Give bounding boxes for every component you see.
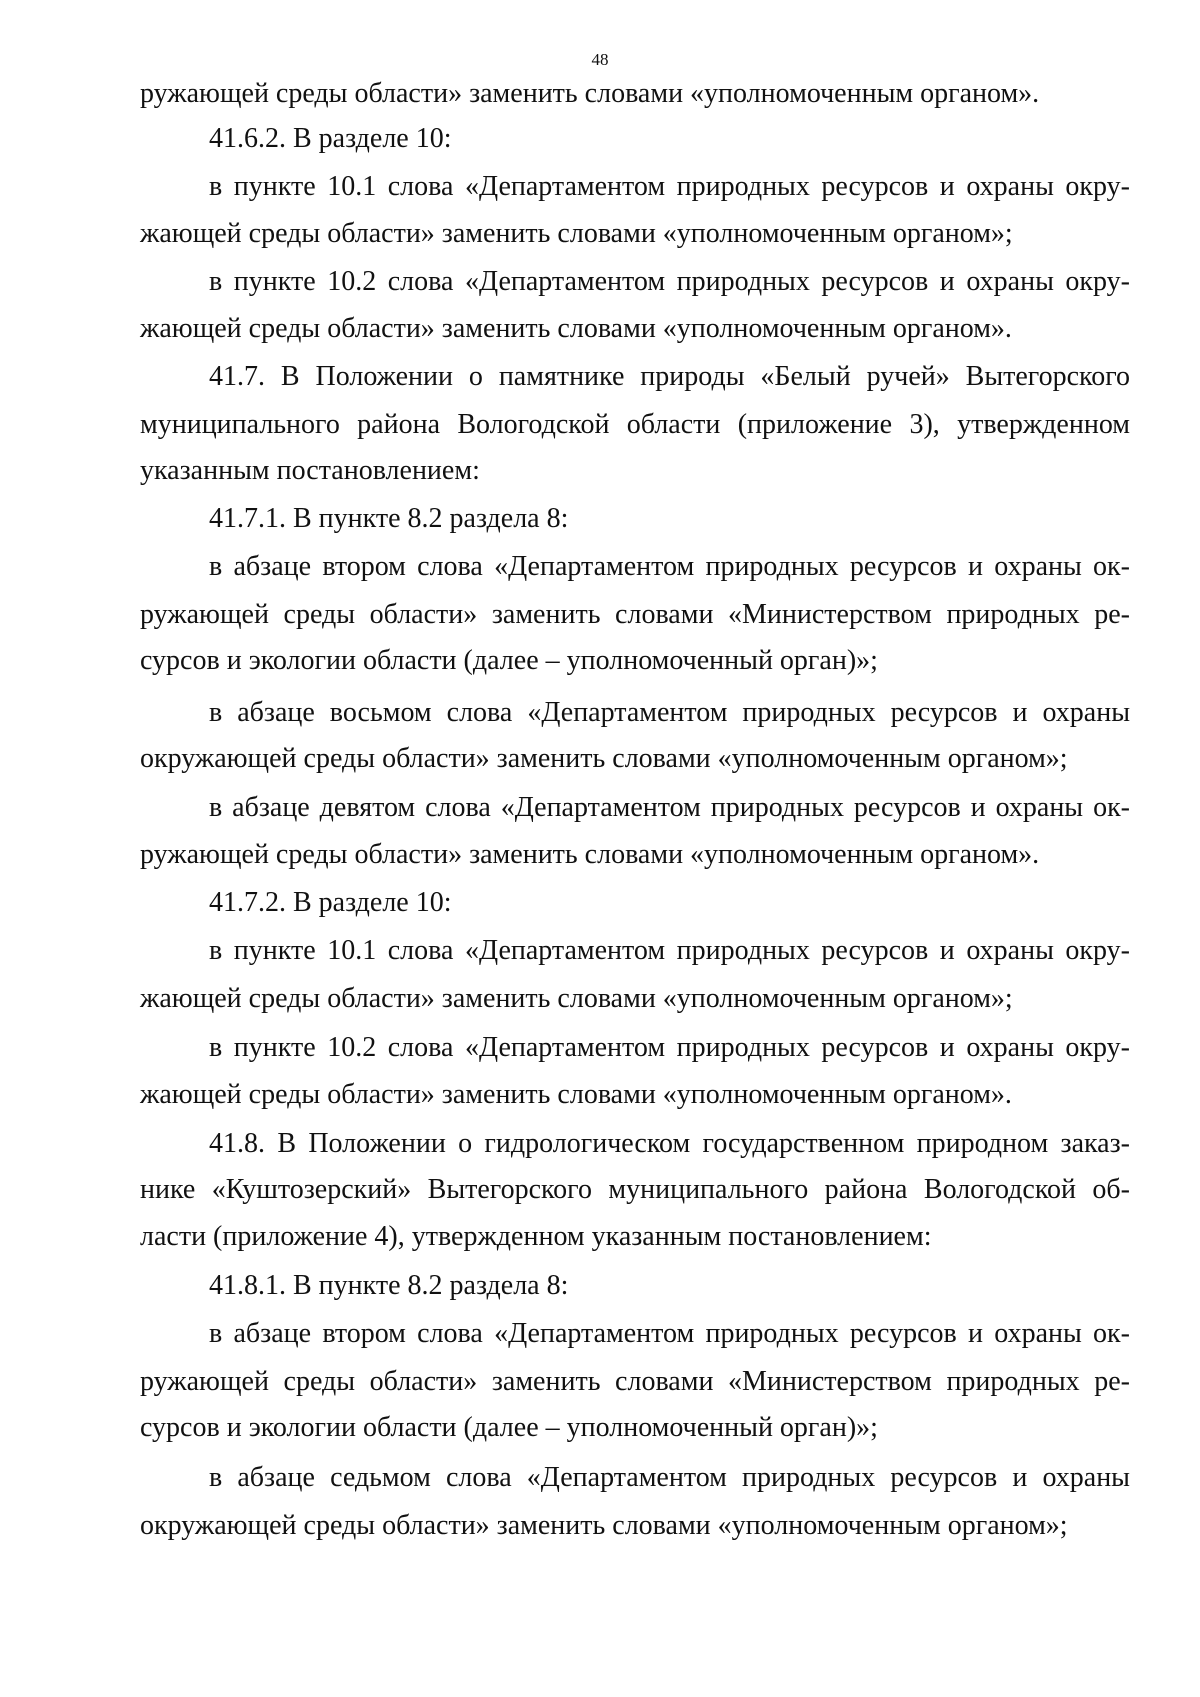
text-line: в пункте 10.1 слова «Департаментом природных ресурсов и охраны окру-: [209, 171, 1130, 202]
section-heading: 41.7.1. В пункте 8.2 раздела 8:: [209, 503, 569, 534]
section-heading: 41.8.1. В пункте 8.2 раздела 8:: [209, 1270, 569, 1301]
section-heading: 41.7. В Положении о памятнике природы «Белый ручей» Вытегорского: [209, 361, 1130, 392]
text-line: ружающей среды области» заменить словами «уполномоченным органом».: [140, 839, 1040, 870]
text-line: указанным постановлением:: [140, 455, 480, 486]
text-line: сурсов и экологии области (далее – уполномоченный орган)»;: [140, 1412, 878, 1443]
text-line: ласти (приложение 4), утвержденном указанным постановлением:: [140, 1221, 932, 1252]
section-heading: 41.8. В Положении о гидрологическом государственном природном заказ-: [209, 1128, 1130, 1159]
section-heading: 41.7.2. В разделе 10:: [209, 887, 452, 918]
text-line: в абзаце восьмом слова «Департаментом природных ресурсов и охраны: [209, 697, 1130, 728]
text-line: в абзаце седьмом слова «Департаментом природных ресурсов и охраны: [209, 1462, 1130, 1493]
text-line: сурсов и экологии области (далее – уполномоченный орган)»;: [140, 645, 878, 676]
text-line: ружающей среды области» заменить словами «Министерством природных ре-: [140, 599, 1130, 630]
text-line: ружающей среды области» заменить словами «Министерством природных ре-: [140, 1366, 1130, 1397]
text-line: муниципального района Вологодской области (приложение 3), утвержденном: [140, 409, 1130, 440]
text-line: в абзаце девятом слова «Департаментом природных ресурсов и охраны ок-: [209, 792, 1130, 823]
text-line: в абзаце втором слова «Департаментом природных ресурсов и охраны ок-: [209, 1318, 1130, 1349]
text-line: в пункте 10.2 слова «Департаментом природных ресурсов и охраны окру-: [209, 266, 1130, 297]
text-line: в пункте 10.2 слова «Департаментом природных ресурсов и охраны окру-: [209, 1032, 1130, 1063]
section-heading: 41.6.2. В разделе 10:: [209, 123, 452, 154]
text-line: в абзаце втором слова «Департаментом природных ресурсов и охраны ок-: [209, 551, 1130, 582]
text-line: окружающей среды области» заменить словами «уполномоченным органом»;: [140, 1510, 1068, 1541]
text-line: ружающей среды области» заменить словами «уполномоченным органом».: [140, 78, 1040, 109]
text-line: в пункте 10.1 слова «Департаментом природных ресурсов и охраны окру-: [209, 935, 1130, 966]
text-line: жающей среды области» заменить словами «уполномоченным органом».: [140, 1079, 1012, 1110]
text-line: нике «Куштозерский» Вытегорского муниципального района Вологодской об-: [140, 1174, 1130, 1205]
text-line: окружающей среды области» заменить словами «уполномоченным органом»;: [140, 743, 1068, 774]
text-line: жающей среды области» заменить словами «уполномоченным органом».: [140, 313, 1012, 344]
page-number: 48: [591, 50, 609, 69]
text-line: жающей среды области» заменить словами «уполномоченным органом»;: [140, 983, 1013, 1014]
text-line: жающей среды области» заменить словами «уполномоченным органом»;: [140, 218, 1013, 249]
